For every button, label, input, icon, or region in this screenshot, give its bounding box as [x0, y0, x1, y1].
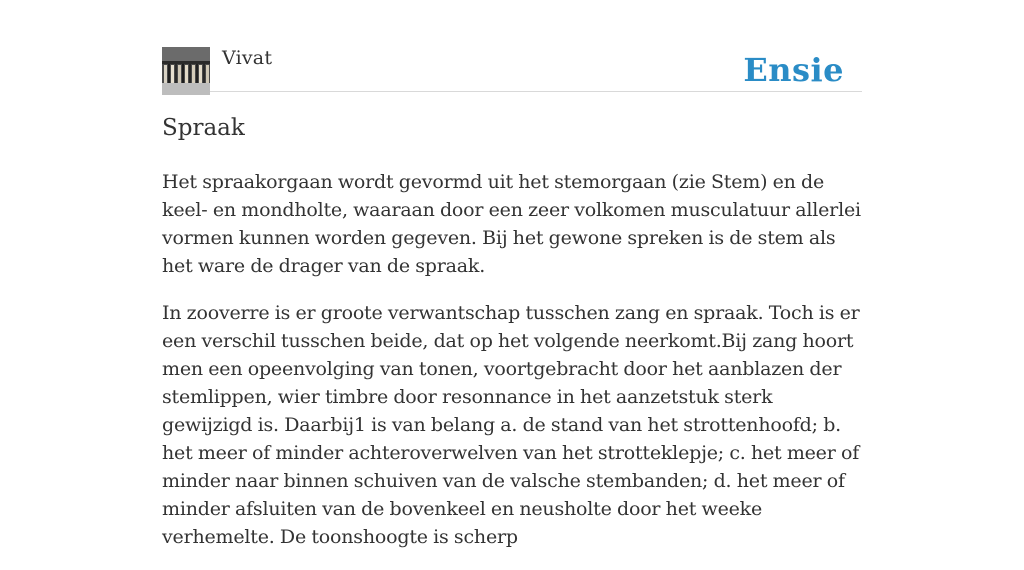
author-name[interactable]: Vivat: [222, 47, 273, 69]
ensie-logo[interactable]: Ensie: [743, 51, 844, 89]
article-body: [162, 168, 862, 570]
page-header: [162, 47, 862, 92]
article-paragraph: In zooverre is er groote verwantschap tusschen zang en spraak. Toch is er een verschil tusschen beide, dat op het volgende neerkomt.Bij zang hoort men een opeenvolging van tonen, voortgebracht door het aanblazen der stemlippen, wier timbre door resonnance in het aanzetstuk sterk gewijzigd is. Daarbij1 is van belang a. de stand van het strottenhoofd; b. het meer of minder achteroverwelven van het strotteklepje; c. het meer of minder naar binnen schuiven van de valsche stembanden; d. het meer of minder afsluiten van de bovenkeel en neusholte door het weeke verhemelte. De toonshoogte is scherp: [162, 302, 860, 548]
bookshelf-avatar-icon: [162, 47, 210, 95]
author-avatar[interactable]: [162, 47, 210, 95]
article-title: Spraak: [162, 115, 245, 141]
article-paragraph: Het spraakorgaan wordt gevormd uit het stemorgaan (zie Stem) en de keel- en mondholte, waaraan door een zeer volkomen musculatuur allerlei vormen kunnen worden gegeven. Bij het gewone spreken is de stem als het ware de drager van de spraak.: [162, 171, 861, 277]
